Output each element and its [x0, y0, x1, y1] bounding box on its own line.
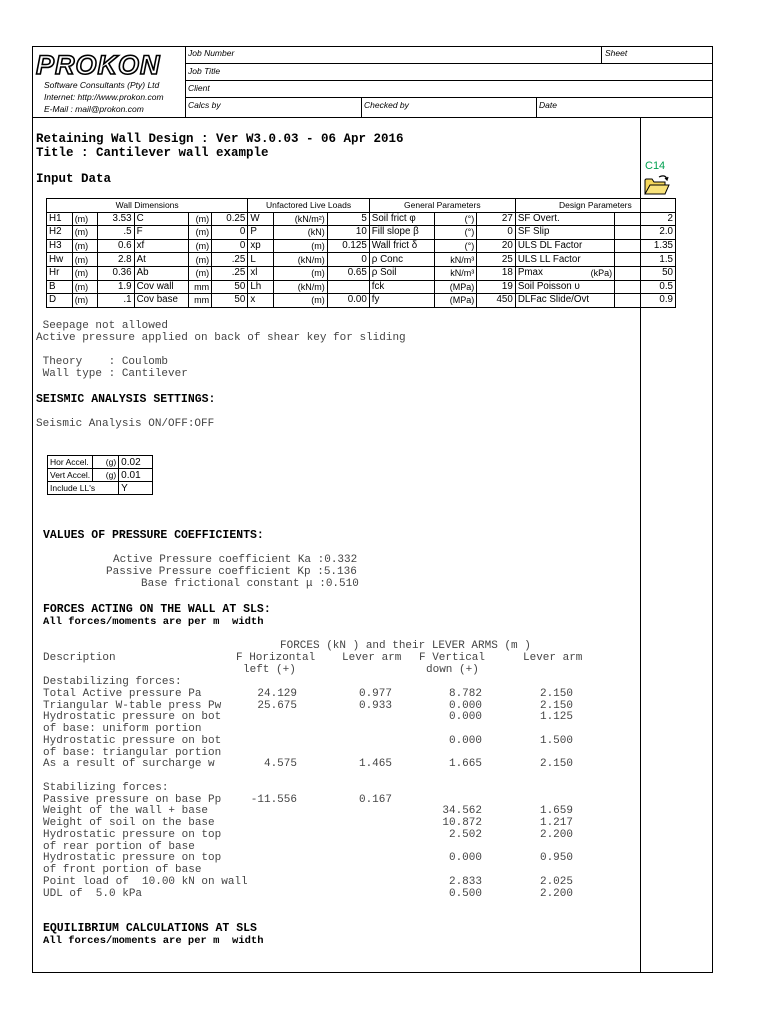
table-row	[47, 294, 676, 308]
param-unit: (m)	[72, 239, 98, 253]
param-unit: (m)	[188, 212, 211, 226]
force-value: 1.125	[539, 711, 573, 724]
ka-line: Active Pressure coefficient Ka :0.332	[113, 554, 358, 566]
param-unit: (m)	[188, 266, 211, 280]
date-label: Date	[539, 100, 557, 110]
header-line	[32, 117, 713, 118]
param-name: Cov wall	[134, 280, 188, 294]
col-f-vertical-dir: down (+)	[426, 664, 479, 676]
param-name: xf	[134, 239, 188, 253]
param-name: Cov base	[134, 294, 188, 308]
param-unit: (m)	[274, 239, 328, 253]
param-value[interactable]: 450	[477, 294, 516, 308]
param-name: Hr	[47, 266, 73, 280]
force-description: Hydrostatic pressure on bot	[43, 711, 222, 724]
param-name: H2	[47, 226, 73, 240]
col-f-vertical: F Vertical	[419, 652, 486, 664]
param-value[interactable]: .25	[212, 266, 248, 280]
group-header-design-parameters: Design Parameters	[515, 199, 675, 213]
param-unit: kN/m³	[435, 253, 477, 267]
input-data-table	[46, 198, 676, 308]
param-unit: (MPa)	[435, 280, 477, 294]
param-unit: (kN/m²)	[274, 212, 328, 226]
seismic-heading: SEISMIC ANALYSIS SETTINGS:	[36, 393, 216, 406]
param-value[interactable]: 18	[477, 266, 516, 280]
forces-column-title: FORCES (kN ) and their LEVER ARMS (m )	[280, 640, 531, 652]
seismic-onoff: Seismic Analysis ON/OFF:OFF	[36, 418, 215, 430]
company-email: E-Mail : mail@prokon.com	[44, 104, 144, 114]
param-value[interactable]: 1.35	[615, 239, 676, 253]
table-row	[48, 482, 153, 495]
seismic-table	[47, 455, 153, 495]
param-value[interactable]: 0	[212, 239, 248, 253]
seismic-label: Hor Accel.	[48, 456, 93, 469]
param-name: Soil frict φ	[369, 212, 434, 226]
force-value: 0.933	[358, 699, 392, 712]
force-value: 2.833	[448, 875, 482, 888]
param-name: xl	[248, 266, 274, 280]
design-heading: Retaining Wall Design : Ver W3.0.03 - 06 Apr 2016	[36, 132, 404, 146]
table-row	[47, 239, 676, 253]
mu-line: Base frictional constant μ :0.510	[141, 578, 359, 590]
force-value: 0.000	[448, 734, 482, 747]
forces-subheading: All forces/moments are per m width	[43, 616, 264, 628]
param-name: W	[248, 212, 274, 226]
param-value[interactable]: 3.53	[98, 212, 134, 226]
force-description: UDL of 5.0 kPa	[43, 887, 143, 900]
force-description: As a result of surcharge w	[43, 758, 215, 771]
param-value[interactable]: 5	[327, 212, 369, 226]
seismic-value[interactable]: 0.01	[119, 469, 153, 482]
param-name: SF Overt.	[515, 212, 614, 226]
job-number-label: Job Number	[188, 48, 235, 58]
param-unit: (m)	[72, 280, 98, 294]
param-name: ULS LL Factor	[515, 253, 614, 267]
param-unit: (m)	[72, 226, 98, 240]
header-line	[185, 80, 713, 81]
param-unit: mm	[188, 280, 211, 294]
param-name: D	[47, 294, 73, 308]
force-value: 1.665	[448, 758, 482, 771]
param-name: SF Slip	[515, 226, 614, 240]
param-name: L	[248, 253, 274, 267]
param-value[interactable]: 0.65	[327, 266, 369, 280]
force-description: Weight of the wall + base	[43, 805, 209, 818]
param-unit: (m)	[188, 226, 211, 240]
table-row	[48, 469, 153, 482]
force-description: Hydrostatic pressure on top	[43, 852, 222, 865]
force-description: of front portion of base	[43, 864, 202, 876]
param-name: ρ Conc	[369, 253, 434, 267]
param-value[interactable]: 0.5	[615, 280, 676, 294]
force-value: 10.872	[442, 817, 482, 829]
param-unit: (m)	[72, 266, 98, 280]
param-value[interactable]: 1.5	[615, 253, 676, 267]
param-value[interactable]: 25	[477, 253, 516, 267]
param-name: F	[134, 226, 188, 240]
seepage-note: Seepage not allowed	[36, 320, 169, 332]
job-title-label: Job Title	[188, 66, 221, 76]
force-value: 2.025	[539, 875, 573, 888]
param-value[interactable]: 50	[615, 266, 676, 280]
param-name: At	[134, 253, 188, 267]
header-line	[185, 97, 713, 98]
force-value: 2.200	[539, 828, 573, 841]
param-value[interactable]: .5	[98, 226, 134, 240]
seismic-label: Include LL's	[48, 482, 119, 495]
force-value: 2.200	[539, 887, 573, 900]
table-row	[47, 212, 676, 226]
param-name: H1	[47, 212, 73, 226]
force-description: Passive pressure on base Pp	[43, 793, 222, 806]
equilibrium-heading: EQUILIBRIUM CALCULATIONS AT SLS	[43, 922, 257, 935]
force-value: 0.950	[539, 852, 573, 865]
col-lever-arm-2: Lever arm	[523, 652, 583, 664]
calcs-by-label: Calcs by	[188, 100, 221, 110]
group-header-wall-dimensions: Wall Dimensions	[47, 199, 248, 213]
param-name: Hw	[47, 253, 73, 267]
param-value[interactable]: 0.6	[98, 239, 134, 253]
seismic-unit: (g)	[93, 469, 119, 482]
param-name: Lh	[248, 280, 274, 294]
param-name-text: Pmax	[517, 267, 543, 279]
company-internet: Internet: http://www.prokon.com	[44, 92, 164, 102]
param-value[interactable]: 2.0	[615, 226, 676, 240]
param-name: Wall frict δ	[369, 239, 434, 253]
param-unit: kN/m³	[435, 266, 477, 280]
param-value[interactable]: 20	[477, 239, 516, 253]
param-value[interactable]: 0	[477, 226, 516, 240]
param-name: xp	[248, 239, 274, 253]
folder-icon[interactable]	[644, 174, 670, 196]
theory-note: Theory : Coulomb	[36, 356, 169, 368]
seismic-value[interactable]: Y	[119, 482, 153, 495]
checked-by-label: Checked by	[364, 100, 409, 110]
param-value[interactable]: 50	[212, 294, 248, 308]
coefficients-heading: VALUES OF PRESSURE COEFFICIENTS:	[43, 529, 264, 542]
param-value[interactable]: .1	[98, 294, 134, 308]
wall-type-note: Wall type : Cantilever	[36, 368, 188, 380]
company-name: Software Consultants (Pty) Ltd	[44, 80, 160, 90]
forces-heading: FORCES ACTING ON THE WALL AT SLS:	[43, 603, 271, 616]
param-value[interactable]: 1.9	[98, 280, 134, 294]
input-data-heading: Input Data	[36, 172, 112, 186]
param-name: ρ Soil	[369, 266, 434, 280]
force-description: of base: triangular portion	[43, 746, 222, 759]
force-value: 0.977	[358, 687, 392, 700]
param-value[interactable]: 50	[212, 280, 248, 294]
force-description: Total Active pressure Pa	[43, 687, 202, 700]
param-unit: (m)	[274, 294, 328, 308]
param-name: Fill slope β	[369, 226, 434, 240]
param-unit: (kPa)	[590, 268, 613, 279]
client-label: Client	[188, 83, 210, 93]
seismic-label: Vert Accel.	[48, 469, 93, 482]
col-lever-arm-1: Lever arm	[342, 652, 402, 664]
param-unit: (m)	[188, 239, 211, 253]
param-value[interactable]: 0.36	[98, 266, 134, 280]
param-name: fck	[369, 280, 434, 294]
param-value[interactable]: 2	[615, 212, 676, 226]
param-name	[515, 266, 614, 280]
force-value: 2.150	[539, 699, 573, 712]
force-value: 0.000	[448, 699, 482, 712]
param-value[interactable]: 0.125	[327, 239, 369, 253]
table-row	[47, 266, 676, 280]
param-unit: (°)	[435, 226, 477, 240]
force-value: 0.000	[448, 711, 482, 724]
group-header-general-parameters: General Parameters	[369, 199, 515, 213]
param-unit: (MPa)	[435, 294, 477, 308]
param-unit: (m)	[72, 294, 98, 308]
group-header-live-loads: Unfactored Live Loads	[248, 199, 369, 213]
param-value[interactable]: 27	[477, 212, 516, 226]
param-unit: (m)	[72, 212, 98, 226]
header-divider	[601, 46, 602, 63]
design-title: Title : Cantilever wall example	[36, 146, 269, 160]
active-pressure-note: Active pressure applied on back of shear key for sliding	[36, 332, 406, 344]
force-description: of rear portion of base	[43, 840, 195, 853]
param-name: Ab	[134, 266, 188, 280]
seismic-unit: (g)	[93, 456, 119, 469]
force-description: Weight of soil on the base	[43, 817, 215, 829]
table-row	[48, 456, 153, 469]
param-value[interactable]: 0.9	[615, 294, 676, 308]
param-name: H3	[47, 239, 73, 253]
header-divider	[361, 97, 362, 117]
force-value: 4.575	[263, 758, 297, 771]
force-value: 2.150	[539, 687, 573, 700]
force-value: 1.659	[539, 805, 573, 818]
param-value[interactable]: 2.8	[98, 253, 134, 267]
param-unit: (°)	[435, 212, 477, 226]
force-description: Hydrostatic pressure on top	[43, 828, 222, 841]
table-row	[47, 226, 676, 240]
param-value[interactable]: 0.00	[327, 294, 369, 308]
c14-label: C14	[645, 160, 666, 172]
param-name: DLFac Slide/Ovt	[515, 294, 614, 308]
force-value: 0.000	[448, 852, 482, 865]
force-value: -11.556	[250, 793, 297, 806]
param-unit: (kN)	[274, 226, 328, 240]
force-value: 1.500	[539, 734, 573, 747]
force-value: 2.150	[539, 758, 573, 771]
param-name: P	[248, 226, 274, 240]
param-value[interactable]: 19	[477, 280, 516, 294]
force-value: 8.782	[448, 687, 482, 700]
sheet-label: Sheet	[605, 48, 628, 58]
param-name: x	[248, 294, 274, 308]
company-logo: PROKON	[36, 50, 161, 80]
force-description: Triangular W-table press Pw	[43, 699, 222, 712]
force-description: Destabilizing forces:	[43, 676, 182, 688]
header-divider	[536, 97, 537, 117]
force-description: Stabilizing forces:	[43, 781, 169, 794]
group-header-row	[47, 199, 676, 213]
param-unit: (m)	[188, 253, 211, 267]
param-value[interactable]: 0	[327, 253, 369, 267]
param-name: ULS DL Factor	[515, 239, 614, 253]
param-value[interactable]: .25	[212, 253, 248, 267]
col-description: Description	[43, 652, 116, 664]
param-unit: (m)	[72, 253, 98, 267]
force-value: 24.129	[257, 687, 297, 700]
force-description: Point load of 10.00 kN on wall	[43, 875, 248, 888]
seismic-value[interactable]: 0.02	[119, 456, 153, 469]
param-unit: (°)	[435, 239, 477, 253]
param-name: fy	[369, 294, 434, 308]
param-value[interactable]	[327, 280, 369, 294]
force-value: 34.562	[442, 805, 482, 818]
param-name: B	[47, 280, 73, 294]
param-value[interactable]: 0	[212, 226, 248, 240]
param-unit: (m)	[274, 266, 328, 280]
force-description: of base: uniform portion	[43, 723, 202, 735]
force-value: 25.675	[257, 699, 297, 712]
param-unit: (kN/m)	[274, 253, 328, 267]
param-value[interactable]: 0.25	[212, 212, 248, 226]
col-f-horizontal: F Horizontal	[236, 652, 316, 664]
force-value: 0.500	[448, 887, 482, 900]
col-f-horizontal-dir: left (+)	[243, 664, 296, 676]
param-unit: (kN/m)	[274, 280, 328, 294]
force-value: 2.502	[448, 828, 482, 841]
param-name: C	[134, 212, 188, 226]
force-value: 1.465	[358, 758, 392, 771]
param-name: Soil Poisson υ	[515, 280, 614, 294]
table-row	[47, 253, 676, 267]
equilibrium-subheading: All forces/moments are per m width	[43, 935, 264, 947]
kp-line: Passive Pressure coefficient Kp :5.136	[106, 566, 357, 578]
param-value[interactable]: 10	[327, 226, 369, 240]
param-unit: mm	[188, 294, 211, 308]
header-line	[185, 63, 713, 64]
header-divider	[185, 46, 186, 117]
force-value: 0.167	[358, 793, 392, 806]
table-row	[47, 280, 676, 294]
force-value: 1.217	[539, 817, 573, 829]
force-description: Hydrostatic pressure on bot	[43, 734, 222, 747]
